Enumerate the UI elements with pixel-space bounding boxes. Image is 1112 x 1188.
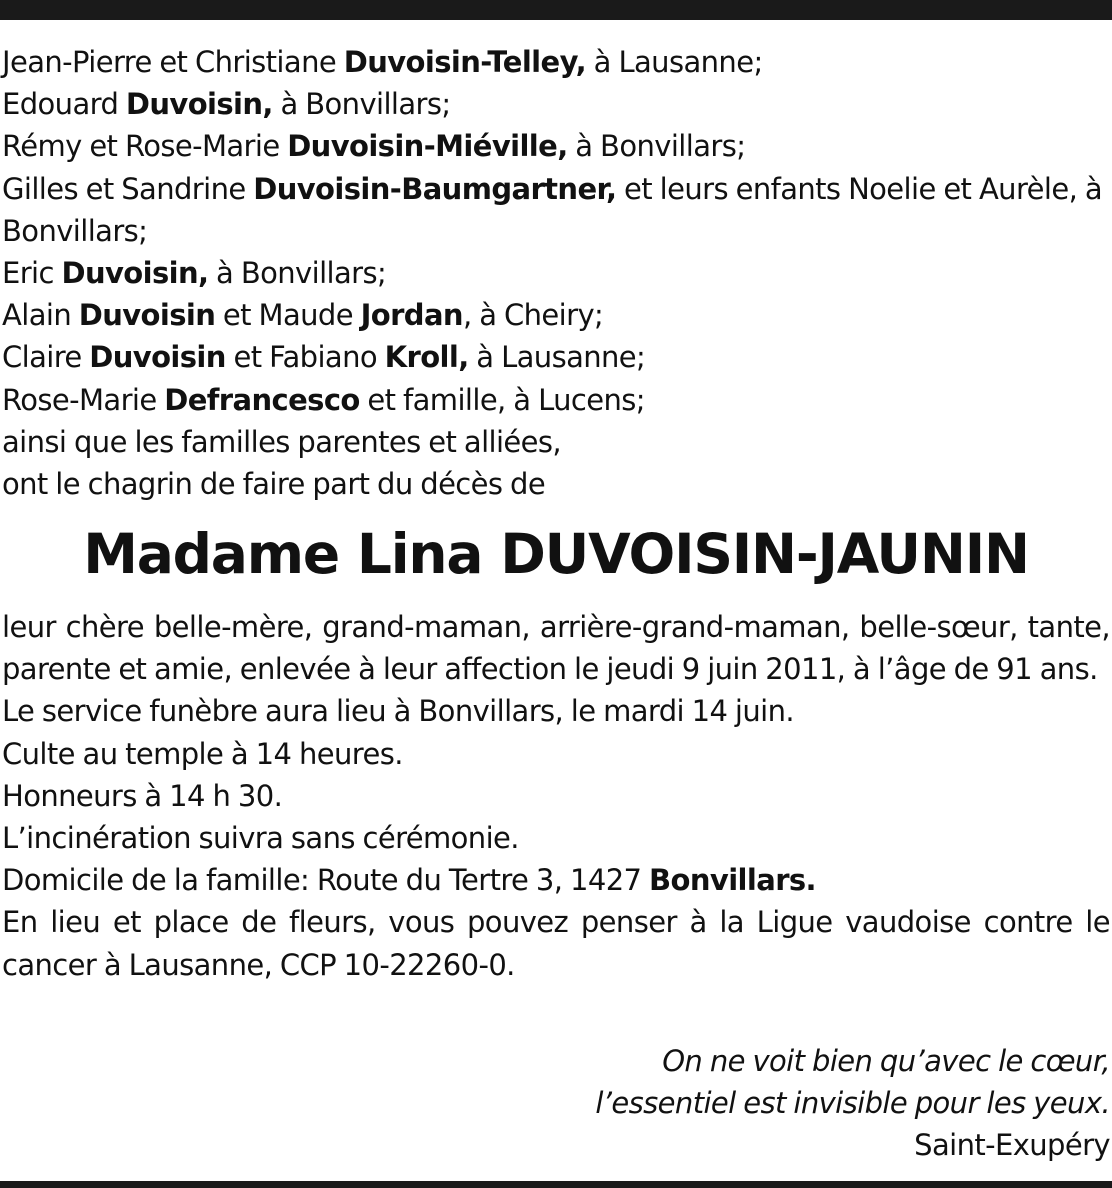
- family-line-place: à Bonvillars;: [208, 256, 387, 291]
- family-line-place: à Bonvillars;: [567, 129, 746, 164]
- family-line-text: et Maude: [215, 298, 361, 333]
- family-line-text: et Fabiano: [225, 340, 385, 375]
- deceased-name: Madame Lina DUVOISIN-JAUNIN: [83, 522, 1029, 586]
- quote-line: l’essentiel est invisible pour les yeux.: [595, 1086, 1110, 1121]
- family-line-text: Gilles et Sandrine: [2, 171, 254, 206]
- announcement-line: ont le chagrin de faire part du décès de: [2, 467, 546, 502]
- family-line: [2, 336, 1110, 378]
- family-line-text: Edouard: [2, 87, 126, 122]
- family-surname: Duvoisin,: [125, 87, 273, 122]
- family-line-place: et leurs enfants Noelie et Aurèle, à Bonvillars;: [2, 171, 1102, 248]
- family-line-place: à Lausanne;: [468, 340, 646, 375]
- family-surname: Kroll,: [384, 340, 469, 375]
- top-rule: [0, 0, 1112, 20]
- family-surname: Jordan: [360, 298, 463, 333]
- incineration-line: L’incinération suivra sans cérémonie.: [2, 821, 519, 856]
- family-line-place: à Lausanne;: [586, 45, 763, 79]
- quote-author: Saint-Exupéry: [914, 1128, 1110, 1163]
- family-line-text: Eric: [2, 256, 62, 291]
- bottom-rule: [0, 1181, 1112, 1188]
- family-line: [2, 125, 1110, 167]
- domicile-place: Bonvillars.: [649, 863, 816, 898]
- family-line-text: Claire: [2, 340, 90, 375]
- family-line-place: et famille, à Lucens;: [359, 382, 645, 417]
- family-line: [2, 252, 1110, 294]
- family-line: [2, 83, 1110, 125]
- family-line-place: , à Cheiry;: [462, 298, 604, 333]
- family-line: [2, 168, 1110, 252]
- family-line-text: Rémy et Rose-Marie: [2, 129, 288, 164]
- domicile-text: Domicile de la famille: Route du Tertre 3, 1427: [2, 863, 650, 898]
- family-line-text: Alain: [2, 298, 79, 333]
- family-surname: Duvoisin: [89, 340, 226, 375]
- service-line: Le service funèbre aura lieu à Bonvillars, le mardi 14 juin.: [2, 694, 795, 729]
- domicile-line: [2, 859, 1110, 901]
- family-line: [2, 294, 1110, 336]
- quote-line: On ne voit bien qu’avec le cœur,: [662, 1044, 1110, 1078]
- family-list: [2, 41, 1110, 505]
- family-line: [2, 41, 1110, 83]
- family-closing-line: ainsi que les familles parentes et alliées,: [2, 424, 562, 459]
- family-line-text: Jean-Pierre et Christiane: [2, 45, 344, 79]
- family-surname: Duvoisin: [78, 298, 216, 333]
- family-surname: Duvoisin-Telley,: [343, 45, 587, 79]
- family-surname: Duvoisin-Baumgartner,: [253, 171, 617, 206]
- culte-line: Culte au temple à 14 heures.: [2, 736, 403, 771]
- family-line: [2, 379, 1110, 421]
- honneurs-line: Honneurs à 14 h 30.: [2, 778, 283, 813]
- notice-body: [2, 606, 1110, 986]
- donation-paragraph: En lieu et place de fleurs, vous pouvez penser à la Ligue vaudoise contre le cancer à Lausanne, CCP 10-22260-0.: [2, 905, 1110, 982]
- family-surname: Duvoisin,: [61, 256, 209, 291]
- relation-paragraph: leur chère belle-mère, grand-maman, arrière-grand-maman, belle-sœur, tante, parente et amie, enlevée à leur affection le jeudi 9 juin 2011, à l’âge de 91 ans.: [2, 610, 1110, 687]
- family-surname: Duvoisin-Miéville,: [287, 129, 568, 164]
- family-line-text: Rose-Marie: [2, 382, 165, 417]
- family-line-place: à Bonvillars;: [272, 87, 451, 122]
- family-surname: Defrancesco: [164, 382, 360, 417]
- quote-block: [110, 1040, 1110, 1167]
